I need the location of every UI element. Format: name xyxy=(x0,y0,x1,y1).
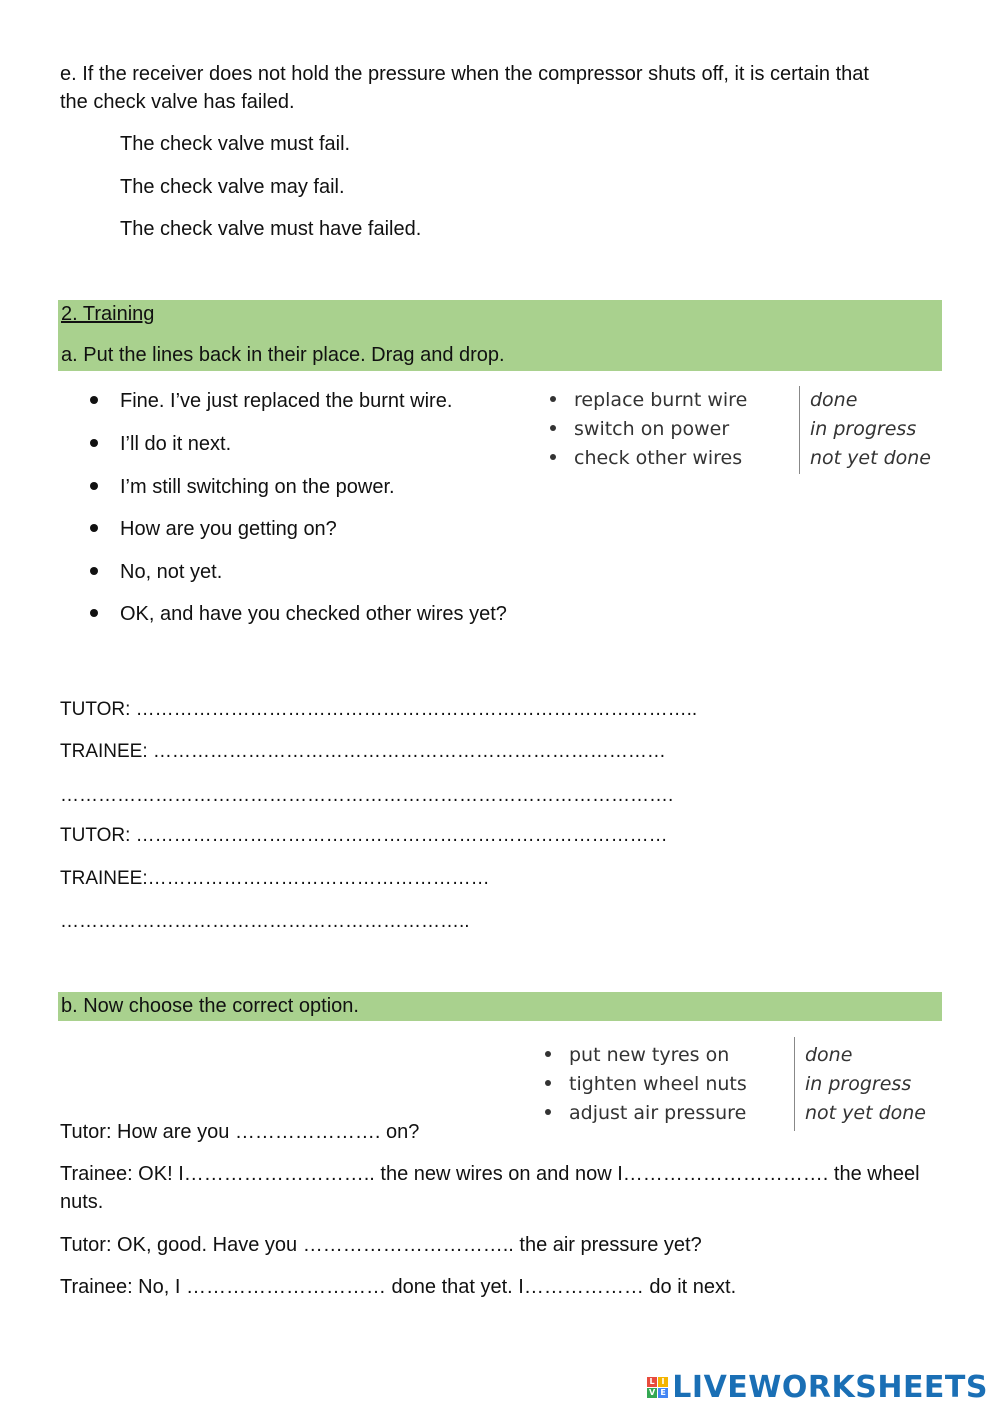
option-1[interactable]: The check valve must fail. xyxy=(120,133,351,155)
option-3[interactable]: The check valve must have failed. xyxy=(120,218,422,240)
drag-line-text: I’ll do it next. xyxy=(120,433,232,455)
instruction-a: a. Put the lines back in their place. Drag and drop. xyxy=(61,344,505,366)
fill-in-line[interactable]: Trainee: No, I ………………………… done that yet. I……………… do it next. xyxy=(60,1276,737,1298)
drag-line-text: OK, and have you checked other wires yet? xyxy=(120,603,507,625)
training-heading: 2. Training xyxy=(61,303,155,325)
task-item xyxy=(550,444,742,472)
table-divider xyxy=(794,1037,795,1131)
logo-text: LIVEWORKSHEETS xyxy=(672,1370,988,1405)
bullet-icon xyxy=(550,454,556,460)
training-header-band xyxy=(58,300,942,371)
status-label: not yet done xyxy=(805,1102,926,1124)
dialogue-drop-zone[interactable]: TUTOR: ………………………………………………………………………… xyxy=(60,825,668,846)
logo-mark-icon: L I V E xyxy=(647,1377,668,1398)
bullet-icon xyxy=(90,439,98,447)
drag-line[interactable] xyxy=(90,473,395,501)
dialogue-drop-zone[interactable]: TRAINEE: ……………………………………………………………………… xyxy=(60,741,666,762)
status-label: done xyxy=(810,389,858,411)
bullet-icon xyxy=(545,1080,551,1086)
dialogue-drop-zone[interactable]: TUTOR: …………………………………………………………………………….. xyxy=(60,699,698,720)
drag-line-text: How are you getting on? xyxy=(120,518,337,540)
drag-line[interactable] xyxy=(90,387,452,415)
drag-line[interactable] xyxy=(90,600,507,628)
dialogue-drop-zone[interactable]: ……………………………………………………………………………………. xyxy=(60,785,674,806)
bullet-icon xyxy=(90,609,98,617)
status-label: in progress xyxy=(805,1073,912,1095)
task-text: tighten wheel nuts xyxy=(569,1073,747,1095)
drag-line-text: No, not yet. xyxy=(120,561,223,583)
task-text: check other wires xyxy=(574,447,743,469)
task-text: switch on power xyxy=(574,418,730,440)
table-divider xyxy=(799,386,800,474)
status-label: not yet done xyxy=(810,447,931,469)
bullet-icon xyxy=(550,425,556,431)
bullet-icon xyxy=(545,1051,551,1057)
fill-in-line[interactable]: Trainee: OK! I……………………….. the new wires on and now I…………………………. the wheel nuts. xyxy=(60,1163,920,1213)
fill-in-line[interactable]: Tutor: OK, good. Have you ………………………….. the air pressure yet? xyxy=(60,1234,702,1256)
dialogue-drop-zone[interactable]: TRAINEE:……………………………………………… xyxy=(60,868,490,889)
status-label: done xyxy=(805,1044,853,1066)
drag-line[interactable] xyxy=(90,430,231,458)
question-e: e. If the receiver does not hold the pressure when the compressor shuts off, it is certain that the check valve has failed. xyxy=(60,63,869,113)
task-item xyxy=(550,386,747,414)
liveworksheets-logo xyxy=(647,1370,988,1405)
drag-line[interactable] xyxy=(90,515,337,543)
instruction-b: b. Now choose the correct option. xyxy=(61,995,359,1017)
status-label: in progress xyxy=(810,418,917,440)
task-text: adjust air pressure xyxy=(569,1102,747,1124)
task-status-table-a xyxy=(550,386,940,478)
bullet-icon xyxy=(90,567,98,575)
task-text: put new tyres on xyxy=(569,1044,730,1066)
bullet-icon xyxy=(545,1109,551,1115)
fill-in-line[interactable]: Tutor: How are you …………………. on? xyxy=(60,1121,420,1143)
bullet-icon xyxy=(90,396,98,404)
task-item xyxy=(545,1070,747,1098)
bullet-icon xyxy=(90,482,98,490)
bullet-icon xyxy=(90,524,98,532)
section-b-band xyxy=(58,992,942,1021)
task-text: replace burnt wire xyxy=(574,389,748,411)
bullet-icon xyxy=(550,396,556,402)
task-item xyxy=(550,415,729,443)
drag-line-text: Fine. I’ve just replaced the burnt wire. xyxy=(120,390,453,412)
dialogue-drop-zone[interactable]: ……………………………………………………….. xyxy=(60,911,470,932)
task-item xyxy=(545,1041,729,1069)
option-2[interactable]: The check valve may fail. xyxy=(120,176,345,198)
drag-line-text: I’m still switching on the power. xyxy=(120,476,395,498)
drag-line[interactable] xyxy=(90,558,222,586)
